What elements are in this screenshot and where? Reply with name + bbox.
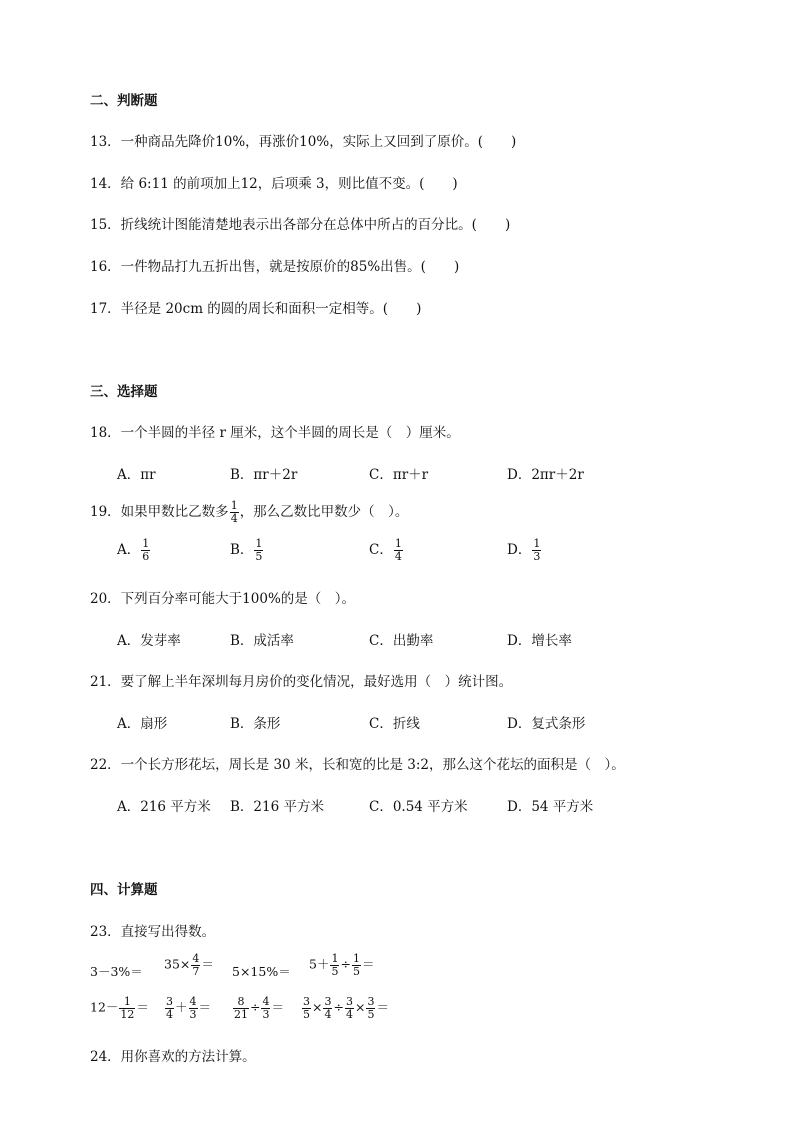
numerator: 1 [394,537,402,551]
fraction [330,953,339,977]
option-label: D． [507,542,532,558]
q21-option-c: C．折线 [369,716,420,732]
q19-option-a [117,538,151,563]
denominator: 4 [166,1007,173,1021]
question-18-stem: 18．一个半圆的半径 r 厘米，这个半圆的周长是（ ）厘米。 [90,425,460,441]
fraction [302,996,311,1020]
numerator: 1 [331,952,339,965]
section-title-judge: 二、判断题 [90,93,158,109]
expr-text: ＝ [198,999,212,1015]
q20-option-a: A．发芽率 [117,633,181,649]
calc-expr-4 [309,953,374,977]
q20-option-c: C．出勤率 [369,633,434,649]
expr-text: 5＋ [309,956,330,972]
numerator: 1 [255,537,263,551]
numerator: 3 [367,995,375,1008]
q19-option-b [230,538,264,563]
q22-option-a: A．216 平方米 [117,799,211,815]
calc-expr-2 [164,953,214,977]
denominator: 4 [230,512,238,525]
denominator: 6 [142,550,150,563]
denominator: 3 [262,1007,270,1021]
denominator: 4 [345,1007,353,1021]
question-22-stem: 22．一个长方形花坛，周长是 30 米，长和宽的比是 3:2，那么这个花坛的面积是（ ）。 [90,757,625,773]
denominator: 7 [192,964,200,978]
stem-text: 19．如果甲数比乙数多 [90,504,229,520]
answer-paren-close: ) [504,217,511,233]
calc-expr-8 [301,996,389,1020]
denominator: 5 [352,964,360,978]
question-text: 16．一件物品打九五折出售，就是按原价的85%出售。( [90,259,426,275]
expr-text: 35× [164,956,191,972]
fraction [189,996,198,1020]
operator: × [312,999,323,1015]
q20-option-b: B．成活率 [230,633,294,649]
expr-text: ＝ [271,999,284,1015]
fraction [254,538,263,562]
denominator: 5 [255,550,263,563]
fraction [230,500,239,524]
q21-option-a: A．扇形 [117,716,168,732]
calc-expr-1: 3－3%＝ [90,964,143,979]
fraction [352,953,361,977]
q18-option-d: D．2πr＋2r [507,467,584,483]
fraction [261,996,270,1020]
question-21-stem: 21．要了解上半年深圳每月房价的变化情况，最好选用（ ）统计图。 [90,674,513,690]
calc-expr-5 [90,996,149,1020]
fraction [165,996,174,1020]
expr-text: ＝ [376,999,389,1015]
fraction [532,538,541,562]
expr-text: ＝ [361,956,375,972]
operator: ÷ [333,999,344,1015]
q19-option-d [507,538,542,563]
calc-expr-3: 5×15%＝ [232,964,291,979]
q18-option-c: C．πr＋r [369,467,429,483]
answer-paren-close: ) [453,259,460,275]
fraction [394,538,403,562]
q21-option-d: D．复式条形 [507,716,586,732]
fraction [345,996,354,1020]
question-17 [90,297,421,317]
question-16 [90,255,459,275]
q20-option-d: D．增长率 [507,633,572,649]
option-label: C． [369,542,393,558]
numerator: 3 [324,995,332,1008]
option-label: A． [117,542,141,558]
denominator: 5 [303,1007,310,1021]
numerator: 1 [352,952,360,965]
denominator: 5 [367,1007,375,1021]
question-20-stem: 20．下列百分率可能大于100%的是（ ）。 [90,591,356,607]
numerator: 4 [262,995,270,1008]
denominator: 12 [120,1007,135,1021]
numerator: 4 [189,995,197,1008]
denominator: 3 [189,1007,197,1021]
question-text: 17．半径是 20cm 的圆的周长和面积一定相等。( [90,301,389,317]
operator: × [354,999,366,1015]
operator: ÷ [340,956,351,972]
option-label: B． [230,542,254,558]
numerator: 1 [123,995,131,1008]
question-15 [90,213,510,233]
question-text: 14．给 6:11 的前项加上12，后项乘 3，则比值不变。( [90,176,425,192]
numerator: 1 [142,537,150,551]
expr-text: 12－ [90,999,119,1015]
denominator: 4 [394,550,402,563]
expr-text: ＝ [201,956,214,972]
answer-paren-close: ) [416,301,422,317]
q21-option-b: B．条形 [230,716,281,732]
fraction [233,996,249,1020]
q22-option-d: D．54 平方米 [507,799,594,815]
denominator: 21 [234,1007,248,1021]
answer-paren-close: ) [510,134,517,150]
numerator: 1 [533,537,541,551]
fraction [191,953,200,977]
numerator: 1 [230,499,238,513]
stem-text: ，那么乙数比甲数少（ ）。 [239,504,409,520]
denominator: 4 [324,1007,332,1021]
answer-paren-close: ) [452,176,458,192]
q22-option-c: C．0.54 平方米 [369,799,468,815]
calc-expr-6 [164,996,211,1020]
question-24-stem: 24．用你喜欢的方法计算。 [90,1049,256,1065]
numerator: 4 [192,952,200,965]
section-title-calc: 四、计算题 [90,882,158,898]
question-text: 13．一种商品先降价10%，再涨价10%，实际上又回到了原价。( [90,134,483,150]
numerator: 8 [237,995,245,1008]
numerator: 3 [166,995,173,1008]
question-14 [90,172,458,192]
operator: ＋ [175,999,188,1015]
fraction [323,996,332,1020]
fraction [141,538,150,562]
q18-option-a: A．πr [117,467,156,483]
numerator: 3 [303,995,310,1008]
section-title-choice: 三、选择题 [90,384,158,400]
operator: ÷ [250,999,261,1015]
expr-text: ＝ [136,999,149,1015]
numerator: 3 [345,995,353,1008]
denominator: 5 [331,964,339,978]
calc-expr-7 [232,996,284,1020]
q19-option-c [369,538,404,563]
question-23-stem: 23．直接写出得数。 [90,924,216,940]
question-13 [90,130,516,150]
denominator: 3 [533,550,541,563]
fraction [366,996,375,1020]
q22-option-b: B．216 平方米 [230,799,324,815]
question-19-stem [90,500,408,525]
question-text: 15．折线统计图能清楚地表示出各部分在总体中所占的百分比。( [90,217,477,233]
fraction [119,996,135,1020]
q18-option-b: B．πr＋2r [230,467,298,483]
